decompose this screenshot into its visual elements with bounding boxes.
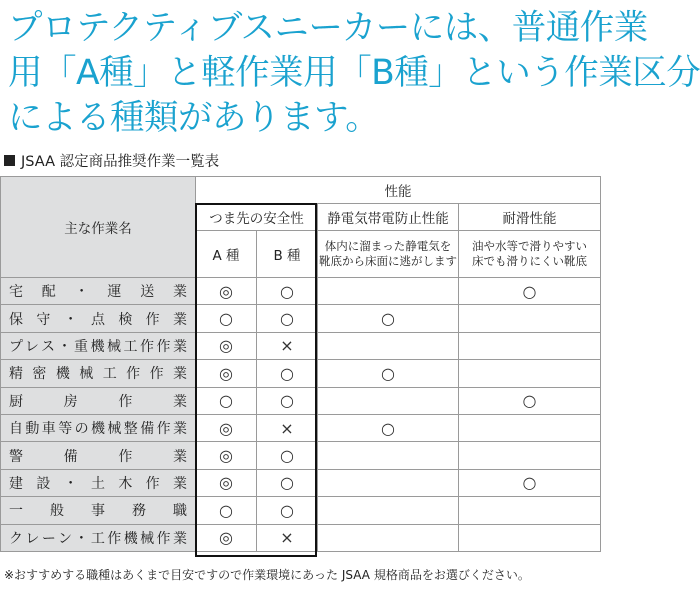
slip-resistance-cell [459, 524, 601, 551]
type-b-cell: ○ [257, 469, 318, 496]
job-name-cell: 一般事務職 [1, 497, 196, 524]
slip-description [459, 231, 601, 278]
antistatic-cell [318, 497, 459, 524]
performance-header: 性能 [196, 177, 601, 204]
antistatic-description [318, 231, 459, 278]
slip-resistance-cell [459, 332, 601, 359]
section-title-text: JSAA 認定商品推奨作業一覧表 [21, 154, 220, 170]
slip-description-line-2: 床でも滑りにくい靴底 [472, 254, 587, 268]
table-row [1, 524, 601, 551]
job-column-header: 主な作業名 [1, 177, 196, 278]
type-a-header: A 種 [196, 231, 257, 278]
slip-resistance-cell [459, 497, 601, 524]
antistatic-cell [318, 387, 459, 414]
table-row [1, 332, 601, 359]
antistatic-cell [318, 332, 459, 359]
slip-resistance-cell [459, 360, 601, 387]
type-a-cell: ◎ [196, 469, 257, 496]
antistatic-description-line-1: 体内に溜まった静電気を [324, 239, 452, 253]
recommended-work-table [0, 176, 601, 552]
antistatic-cell [318, 278, 459, 305]
type-b-cell: ○ [257, 360, 318, 387]
footnote: ※おすすめする職種はあくまで目安ですので作業環境にあった JSAA 規格商品をお選びください。 [4, 568, 530, 582]
type-b-header: B 種 [257, 231, 318, 278]
table-row [1, 497, 601, 524]
type-a-cell: ◎ [196, 414, 257, 441]
type-a-cell: ◎ [196, 524, 257, 551]
type-b-cell: ○ [257, 442, 318, 469]
slip-resistance-cell [459, 305, 601, 332]
job-name-cell: 警備作業 [1, 442, 196, 469]
slip-resistance-header: 耐滑性能 [459, 204, 601, 231]
antistatic-cell [318, 524, 459, 551]
type-a-cell: ○ [196, 305, 257, 332]
job-name-cell: 建設・土木作業 [1, 469, 196, 496]
antistatic-cell: ○ [318, 414, 459, 441]
type-b-cell: × [257, 414, 318, 441]
type-a-cell: ○ [196, 497, 257, 524]
type-b-cell: × [257, 524, 318, 551]
type-a-cell: ◎ [196, 332, 257, 359]
antistatic-cell [318, 469, 459, 496]
type-b-cell: ○ [257, 497, 318, 524]
headline-line-3: による種類があります。 [8, 98, 380, 138]
antistatic-cell: ○ [318, 305, 459, 332]
job-name-cell: 宅配・運送業 [1, 278, 196, 305]
antistatic-header: 静電気帯電防止性能 [318, 204, 459, 231]
type-a-cell: ○ [196, 387, 257, 414]
slip-description-line-1: 油や水等で滑りやすい [472, 239, 587, 253]
table-row [1, 305, 601, 332]
square-bullet-icon [4, 155, 15, 166]
slip-resistance-cell: ○ [459, 469, 601, 496]
table-row [1, 360, 601, 387]
slip-resistance-cell: ○ [459, 278, 601, 305]
antistatic-cell [318, 442, 459, 469]
headline-line-2: 用「A種」と軽作業用「B種」という作業区分 [8, 53, 700, 93]
slip-resistance-cell: ○ [459, 387, 601, 414]
table-row [1, 442, 601, 469]
section-title [4, 150, 219, 171]
type-b-cell: × [257, 332, 318, 359]
job-name-cell: クレーン・工作機械作業 [1, 524, 196, 551]
type-b-cell: ○ [257, 387, 318, 414]
type-a-cell: ◎ [196, 360, 257, 387]
table-row [1, 414, 601, 441]
antistatic-cell: ○ [318, 360, 459, 387]
headline [8, 6, 700, 141]
antistatic-description-line-2: 靴底から床面に逃がします [319, 254, 457, 268]
table-row [1, 387, 601, 414]
type-b-cell: ○ [257, 305, 318, 332]
type-a-cell: ◎ [196, 278, 257, 305]
slip-resistance-cell [459, 414, 601, 441]
job-name-cell: 精密機械工作作業 [1, 360, 196, 387]
table-row [1, 469, 601, 496]
slip-resistance-cell [459, 442, 601, 469]
job-name-cell: プレス・重機械工作作業 [1, 332, 196, 359]
toe-safety-header: つま先の安全性 [196, 204, 318, 231]
type-b-cell: ○ [257, 278, 318, 305]
headline-line-1: プロテクティブスニーカーには、普通作業 [8, 8, 648, 48]
job-name-cell: 厨房作業 [1, 387, 196, 414]
table-row [1, 278, 601, 305]
job-name-cell: 自動車等の機械整備作業 [1, 414, 196, 441]
job-name-cell: 保守・点検作業 [1, 305, 196, 332]
type-a-cell: ◎ [196, 442, 257, 469]
